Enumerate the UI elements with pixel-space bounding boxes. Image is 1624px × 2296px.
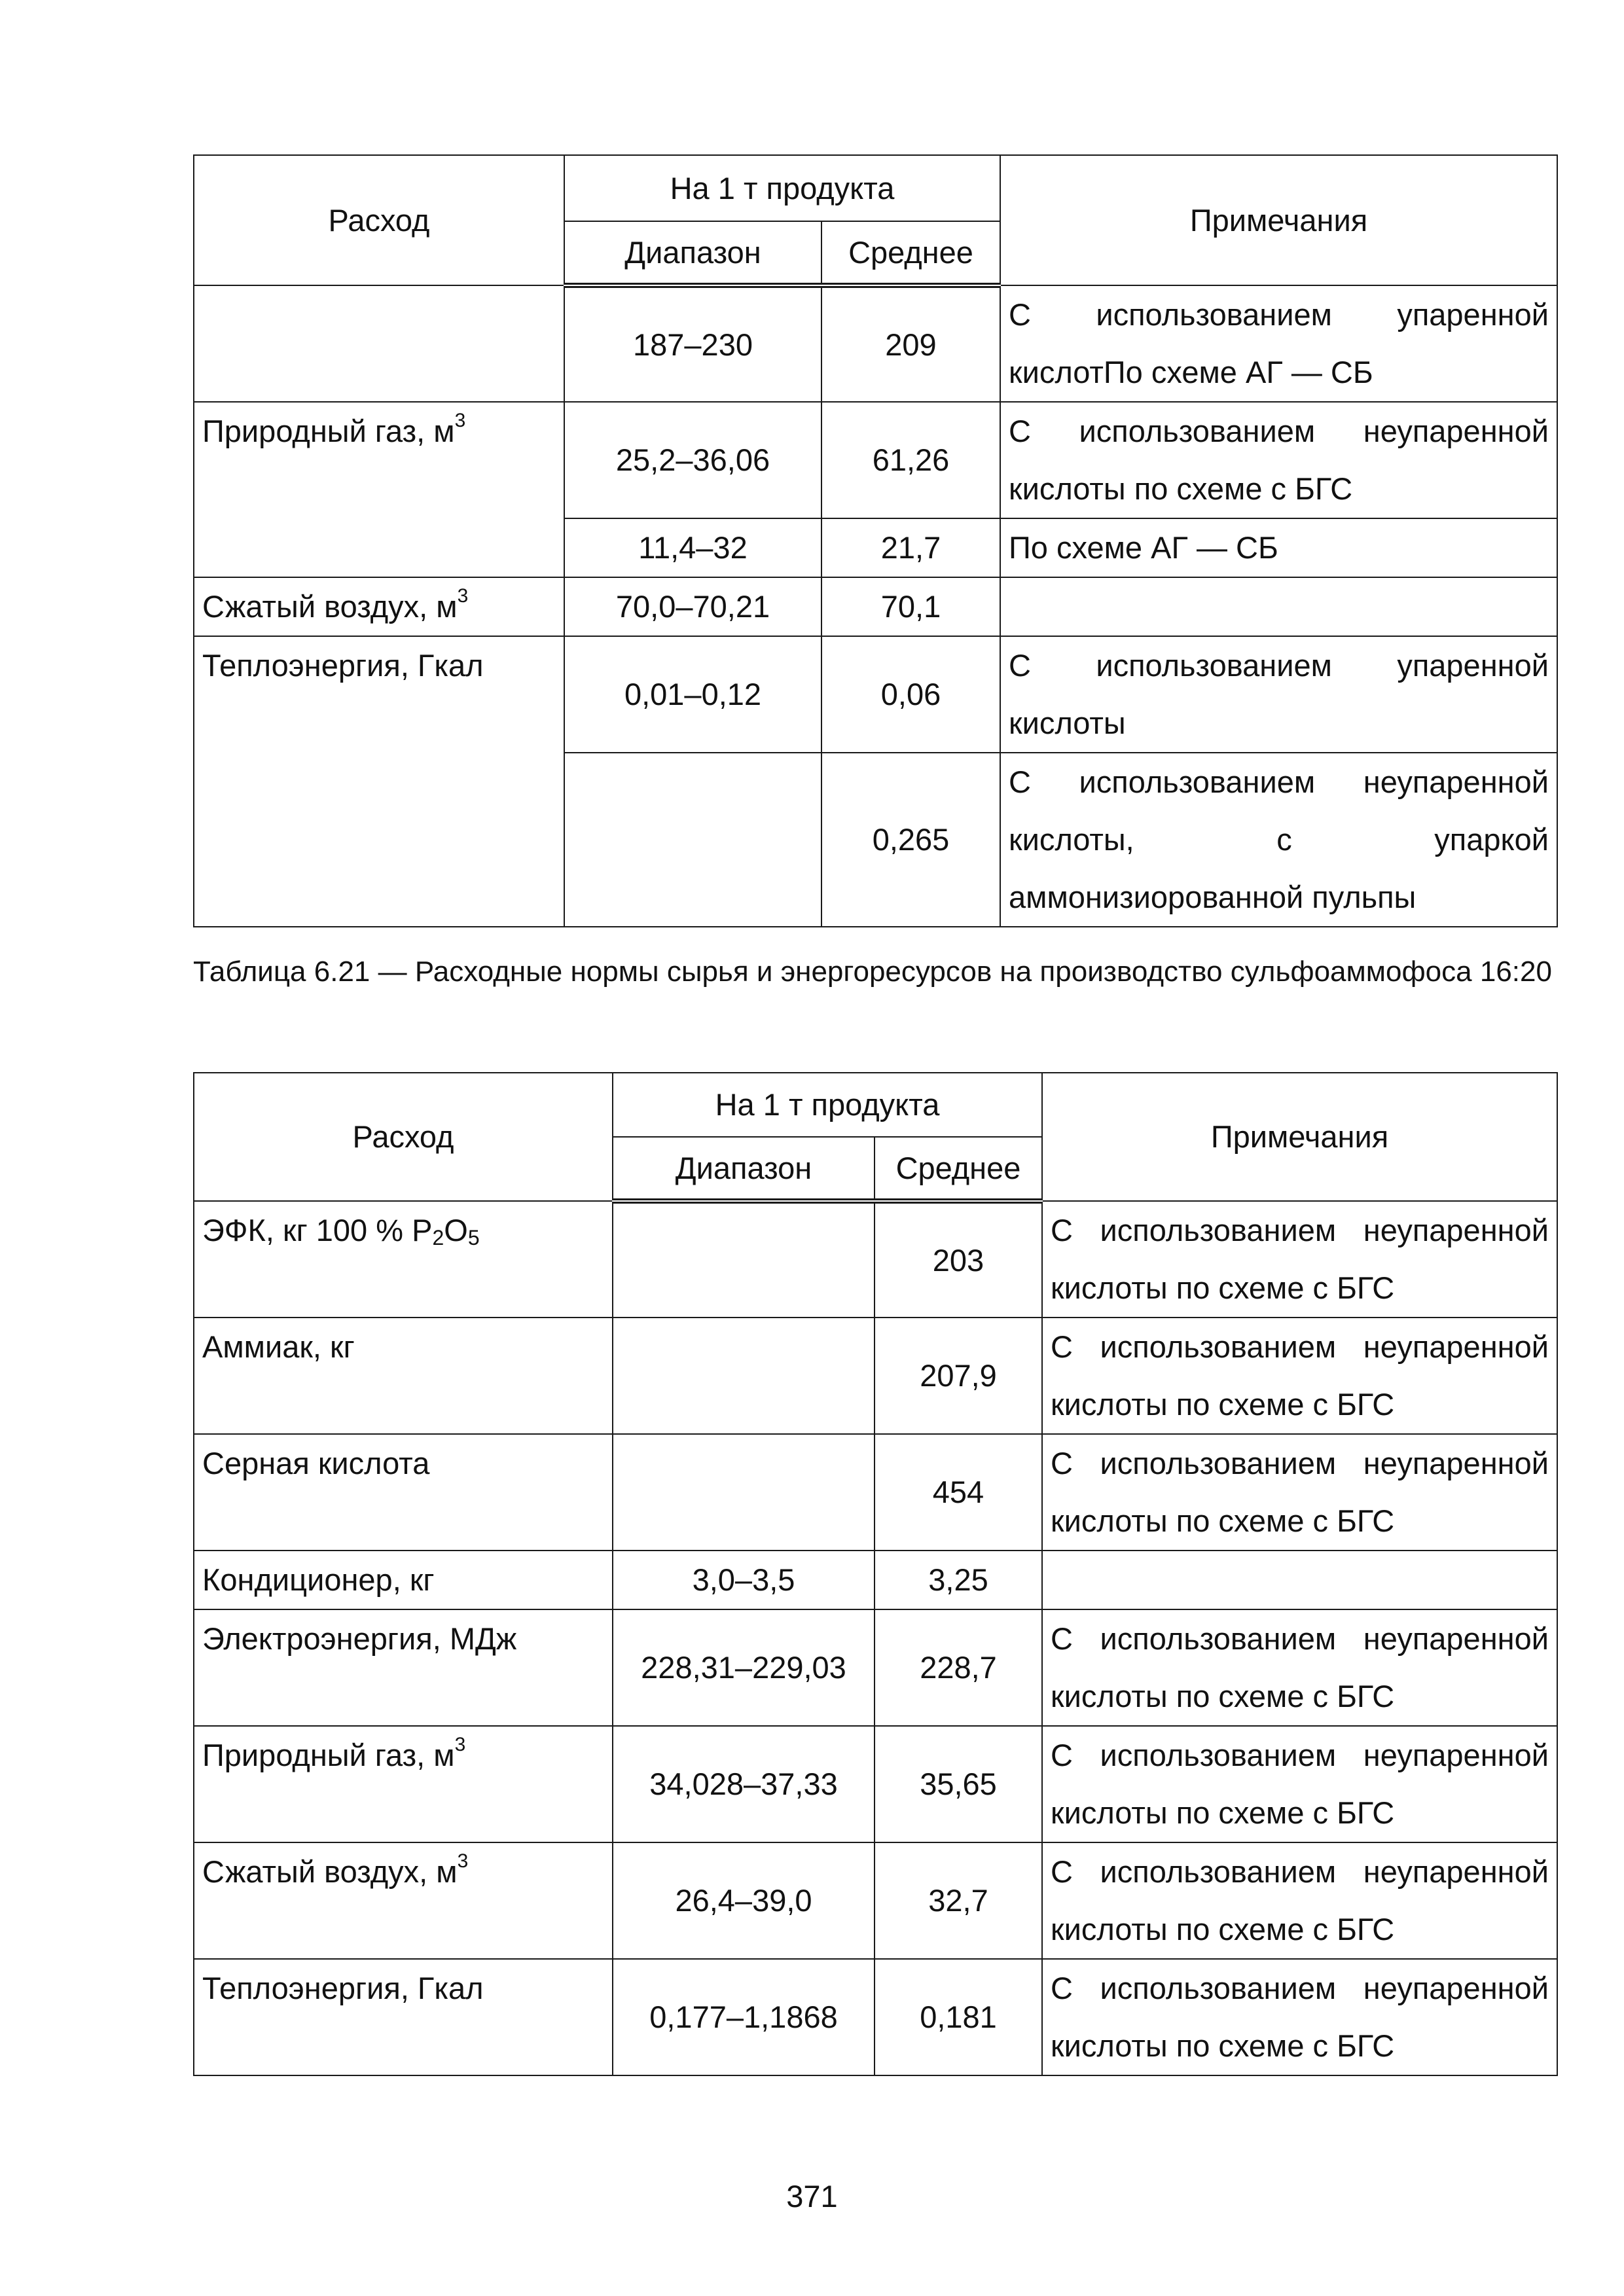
row-range: 34,028–37,33 — [613, 1726, 875, 1842]
row-range: 25,2–36,06 — [564, 402, 821, 518]
row-note — [1042, 1551, 1557, 1609]
row-item: Серная кислота — [194, 1434, 613, 1551]
table-row — [194, 1842, 1557, 1959]
row-avg: 0,181 — [875, 1959, 1042, 2075]
row-avg: 203 — [875, 1201, 1042, 1318]
table-row — [194, 1551, 1557, 1609]
row-note: С использованием неупаренной кислоты по схеме с БГС — [1042, 1434, 1557, 1551]
row-avg: 61,26 — [821, 402, 1000, 518]
row-note: С использованием неупаренной кислоты по схеме с БГС — [1042, 1609, 1557, 1726]
sulfoammophos-consumption-table — [193, 1072, 1558, 2076]
row-avg: 3,25 — [875, 1551, 1042, 1609]
header-per-ton: На 1 т продукта — [564, 155, 1000, 221]
row-note: С использованием упаренной кислотПо схеме АГ — СБ — [1000, 285, 1557, 402]
table-row — [194, 402, 1557, 518]
row-note: С использованием неупаренной кислоты по схеме с БГС — [1042, 1842, 1557, 1959]
table-row — [194, 1726, 1557, 1842]
row-range — [613, 1318, 875, 1434]
row-range: 26,4–39,0 — [613, 1842, 875, 1959]
table-row — [194, 577, 1557, 636]
row-item: Кондиционер, кг — [194, 1551, 613, 1609]
header-rashod: Расход — [194, 155, 564, 285]
row-note: С использованием неупаренной кислоты по схеме с БГС — [1000, 402, 1557, 518]
row-range: 187–230 — [564, 285, 821, 402]
row-note: С использованием неупаренной кислоты по схеме с БГС — [1042, 1726, 1557, 1842]
header-rashod: Расход — [194, 1073, 613, 1201]
row-avg: 21,7 — [821, 518, 1000, 577]
row-avg: 207,9 — [875, 1318, 1042, 1434]
row-range: 0,177–1,1868 — [613, 1959, 875, 2075]
header-range: Диапазон — [613, 1137, 875, 1201]
row-item — [194, 285, 564, 402]
row-range: 0,01–0,12 — [564, 636, 821, 753]
row-range — [613, 1434, 875, 1551]
row-range: 11,4–32 — [564, 518, 821, 577]
row-note: По схеме АГ — СБ — [1000, 518, 1557, 577]
row-avg: 209 — [821, 285, 1000, 402]
row-item: Сжатый воздух, $м^3$ — [194, 577, 564, 636]
row-avg: 454 — [875, 1434, 1042, 1551]
row-avg: 70,1 — [821, 577, 1000, 636]
row-note: С использованием упаренной кислоты — [1000, 636, 1557, 753]
header-per-ton: На 1 т продукта — [613, 1073, 1042, 1137]
row-item: Природный газ, $м^3$ — [194, 402, 564, 577]
table-row — [194, 1318, 1557, 1434]
table-row — [194, 1959, 1557, 2075]
table-row — [194, 1609, 1557, 1726]
table-caption: Таблица 6.21 — Расходные нормы сырья и энергоресурсов на производство сульфоаммофоса 16:20 — [193, 956, 1552, 988]
row-item: Теплоэнергия, Гкал — [194, 1959, 613, 2075]
row-range — [613, 1201, 875, 1318]
row-item: Электроэнергия, МДж — [194, 1609, 613, 1726]
row-note: С использованием неупаренной кислоты, с упаркой аммонизиорованной пульпы — [1000, 753, 1557, 927]
row-avg: 35,65 — [875, 1726, 1042, 1842]
row-range: 3,0–3,5 — [613, 1551, 875, 1609]
row-avg: 0,265 — [821, 753, 1000, 927]
row-note — [1000, 577, 1557, 636]
row-note: С использованием неупаренной кислоты по схеме с БГС — [1042, 1201, 1557, 1318]
row-note: С использованием неупаренной кислоты по схеме с БГС — [1042, 1959, 1557, 2075]
header-range: Диапазон — [564, 221, 821, 285]
row-item: Аммиак, кг — [194, 1318, 613, 1434]
header-avg: Среднее — [875, 1137, 1042, 1201]
row-item: Природный газ, $м^3$ — [194, 1726, 613, 1842]
row-note: С использованием неупаренной кислоты по схеме с БГС — [1042, 1318, 1557, 1434]
row-item: Теплоэнергия, Гкал — [194, 636, 564, 927]
consumption-table-continued — [193, 154, 1558, 927]
table-row — [194, 636, 1557, 753]
header-avg: Среднее — [821, 221, 1000, 285]
row-avg: 0,06 — [821, 636, 1000, 753]
row-avg: 228,7 — [875, 1609, 1042, 1726]
table-row — [194, 1201, 1557, 1318]
page-number: 371 — [786, 2179, 838, 2214]
row-range — [564, 753, 821, 927]
table-row — [194, 1434, 1557, 1551]
header-notes: Примечания — [1000, 155, 1557, 285]
row-range: 228,31–229,03 — [613, 1609, 875, 1726]
row-range: 70,0–70,21 — [564, 577, 821, 636]
table-row — [194, 285, 1557, 402]
header-notes: Примечания — [1042, 1073, 1557, 1201]
row-item: ЭФК, кг 100 % $P_2O_5$ — [194, 1201, 613, 1318]
row-avg: 32,7 — [875, 1842, 1042, 1959]
row-item: Сжатый воздух, $м^3$ — [194, 1842, 613, 1959]
